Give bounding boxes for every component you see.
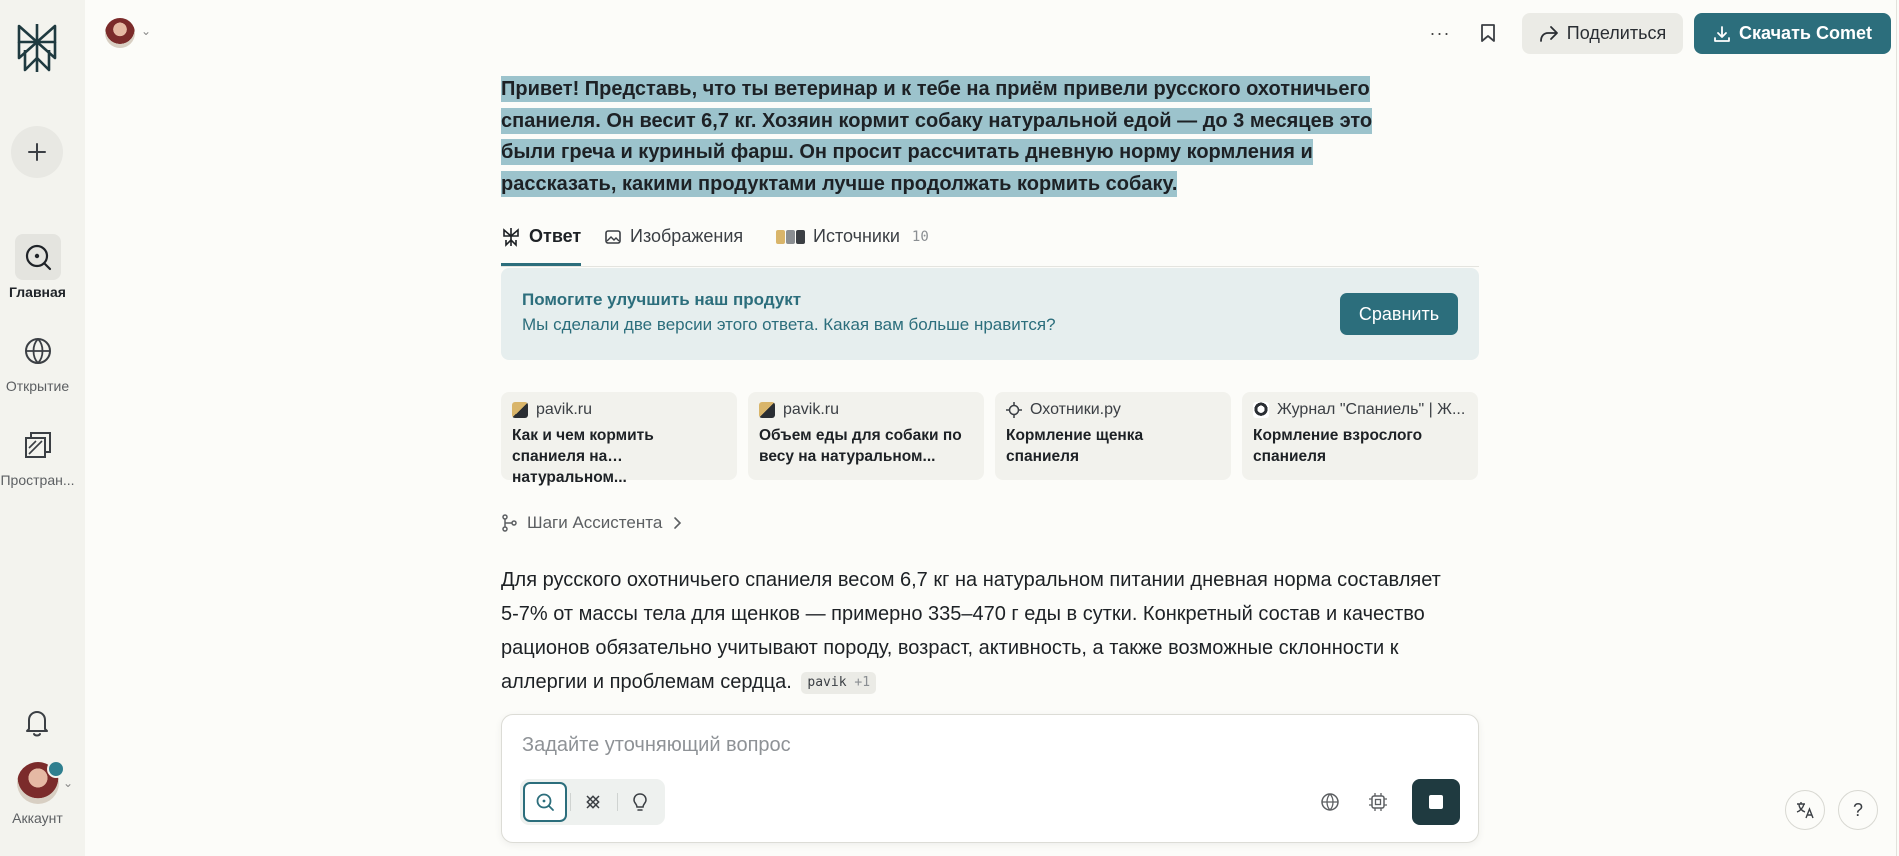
source-site: pavik.ru: [536, 401, 593, 418]
branch-icon: [501, 514, 517, 532]
download-label: Скачать Comet: [1739, 23, 1872, 43]
source-title: Кормление щенка спаниеля: [1006, 427, 1144, 465]
answer-sparkle-icon: [501, 227, 521, 247]
lightbulb-icon: [631, 792, 649, 812]
tab-sources[interactable]: [776, 226, 929, 247]
answer-paragraph: Для русского охотничьего спаниеля весом 6,7 кг на натуральном питании дневная норма составляет 5-7% от массы тела для щенков — примерно 335–470 г еды в сутки. Конкретный состав и качество рационов обязательно учитывают породу, возраст, активность, а также возможные склонности к аллергии и проблемам сердца.: [501, 569, 1441, 693]
stop-generation-button[interactable]: [1412, 779, 1460, 825]
source-card[interactable]: [995, 392, 1231, 480]
tab-label: Источники: [813, 226, 900, 246]
sources-count: 10: [911, 228, 929, 245]
new-thread-button[interactable]: [11, 126, 63, 178]
download-comet-button[interactable]: [1694, 13, 1891, 54]
ellipsis-icon: ···: [1429, 22, 1451, 43]
follow-up-input[interactable]: [520, 729, 1424, 761]
account-menu[interactable]: [0, 762, 75, 826]
crosshair-favicon-icon: [1006, 402, 1022, 418]
avatar: [17, 762, 59, 804]
sidebar-item-spaces[interactable]: [0, 422, 75, 488]
source-title: Объем еды для собаки по весу на натуральном...: [759, 427, 962, 465]
cpu-chip-icon: [1368, 792, 1388, 812]
search-mode-button[interactable]: [523, 782, 567, 822]
tab-answer[interactable]: [501, 226, 581, 247]
query-text: Привет! Представь, что ты ветеринар и к тебе на приём привели русского охотничьего спаниеля. Он весит 6,7 кг. Хозяин кормит собаку натуральной едой — до 3 месяцев это были греча и куриный фарш. Он просит рассчитать дневную норму кормления и рассказать, какими продуктами лучше продолжать кормить собаку.: [501, 78, 1373, 195]
share-button[interactable]: [1522, 13, 1683, 54]
account-label: Аккаунт: [12, 810, 63, 826]
spaniel-journal-favicon-icon: [1253, 402, 1269, 418]
tab-label: Ответ: [529, 226, 582, 246]
labs-mode-button[interactable]: [618, 782, 662, 822]
question-mark-icon: ?: [1852, 799, 1863, 820]
tab-images[interactable]: [604, 226, 743, 247]
research-atom-icon: [583, 792, 603, 812]
answer-text: [501, 563, 1461, 699]
model-select-button[interactable]: [1362, 786, 1394, 818]
notifications-bell-icon[interactable]: [24, 708, 50, 738]
scrollbar-track: [1896, 0, 1897, 856]
notification-dot: [47, 760, 65, 778]
pavik-favicon-icon: [759, 402, 775, 418]
search-mode-toggle: [520, 779, 665, 825]
home-search-icon: [24, 243, 52, 271]
source-card[interactable]: [1242, 392, 1478, 480]
source-favicons-icon: [776, 230, 805, 244]
assistant-steps-toggle[interactable]: [501, 513, 682, 533]
source-title: Кормление взрослого спаниеля: [1253, 427, 1423, 465]
chevron-down-icon[interactable]: ⌄: [141, 24, 152, 38]
compare-button[interactable]: Сравнить: [1340, 293, 1458, 335]
plus-icon: [26, 141, 48, 163]
citation-source: pavik: [807, 675, 847, 690]
help-button[interactable]: [1838, 790, 1878, 830]
thread-author-avatar[interactable]: [105, 18, 135, 48]
source-cards: [501, 392, 1479, 486]
steps-label: Шаги Ассистента: [527, 513, 663, 532]
sidebar-item-discover[interactable]: [0, 328, 75, 394]
bookmark-icon: [1480, 23, 1496, 43]
source-card[interactable]: [748, 392, 984, 480]
active-tab-indicator: [501, 263, 581, 266]
sidebar-item-label: Простран...: [0, 472, 75, 488]
image-icon: [604, 228, 622, 246]
sidebar: [0, 0, 85, 856]
sidebar-item-label: Главная: [9, 284, 66, 300]
translate-button[interactable]: [1785, 790, 1825, 830]
translate-icon: [1795, 800, 1815, 820]
discover-icon: [23, 336, 53, 366]
user-query: [501, 74, 1401, 200]
stop-icon: [1429, 795, 1443, 809]
pavik-favicon-icon: [512, 402, 528, 418]
sidebar-item-home[interactable]: [0, 234, 75, 300]
chevron-right-icon: [672, 516, 682, 530]
spaces-icon: [23, 430, 53, 460]
source-site: Охотники.ру: [1030, 401, 1121, 418]
download-icon: [1713, 25, 1731, 43]
source-card[interactable]: [501, 392, 737, 486]
banner-subtitle: Мы сделали две версии этого ответа. Какая вам больше нравится?: [522, 315, 1056, 334]
bookmark-button[interactable]: [1473, 18, 1503, 48]
source-site: Журнал "Спаниель" | Ж...: [1277, 401, 1466, 418]
citation-more: +1: [854, 675, 871, 690]
more-options-button[interactable]: [1425, 18, 1455, 48]
search-icon: [535, 792, 555, 812]
source-site: pavik.ru: [783, 401, 840, 418]
source-title: Как и чем кормить спаниеля на натуральном...: [512, 427, 654, 486]
perplexity-logo-icon[interactable]: [13, 22, 61, 74]
sidebar-item-label: Открытие: [5, 378, 70, 394]
banner-title: Помогите улучшить наш продукт: [522, 290, 802, 309]
share-arrow-icon: [1539, 25, 1559, 43]
feedback-banner: [501, 268, 1479, 360]
follow-up-composer: [501, 714, 1479, 843]
tab-label: Изображения: [630, 226, 744, 246]
research-mode-button[interactable]: [571, 782, 615, 822]
globe-icon: [1320, 792, 1340, 812]
sources-globe-button[interactable]: [1314, 786, 1346, 818]
chevron-down-icon: ⌄: [63, 776, 74, 790]
answer-tabs: [501, 222, 1479, 267]
share-label: Поделиться: [1566, 23, 1667, 43]
citation-badge[interactable]: [801, 672, 876, 694]
